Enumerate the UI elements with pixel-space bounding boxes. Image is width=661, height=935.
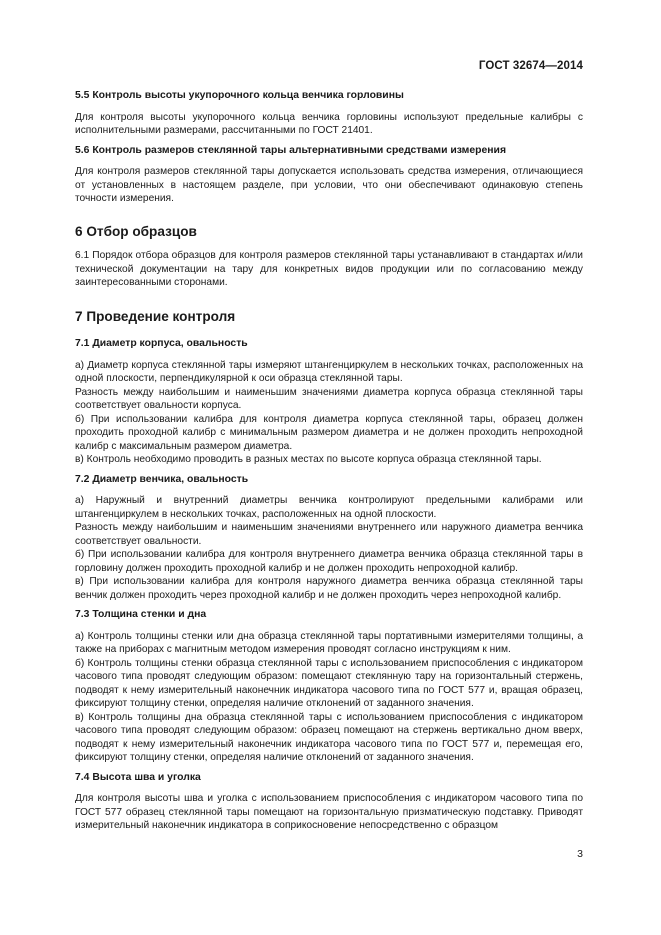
paragraph: Для контроля высоты укупорочного кольца венчика горловины используют предельные калибры с исполнительными размерами, рассчитанными по ГОСТ 21401.	[75, 111, 583, 136]
chapter-heading-6: 6 Отбор образцов	[75, 223, 197, 239]
paragraph: в) При использовании калибра для контроля наружного диаметра венчика образца стеклянной тары венчик должен проходить через проходной калибр и не должен проходить через непроходной калибр.	[75, 576, 583, 601]
section-heading-7-2: 7.2 Диаметр венчика, овальность	[75, 473, 249, 485]
paragraph: а) Наружный и внутренний диаметры венчика контролируют предельными калибрами или штангенциркулем в нескольких точках, расположенных на одной плоскости.	[75, 495, 583, 520]
paragraph: б) Контроль толщины стенки образца стеклянной тары с использованием приспособления с индикатором часового типа проводят следующим образом: помещают стеклянную тару на горизонтальный стержень, подводят к нему измерительный наконечник индикатора часового типа по ГОСТ 577 и, вращая образец, фиксируют толщину стенки, определяя наличие отклонений от заданного значения.	[75, 657, 583, 709]
section-heading-7-3: 7.3 Толщина стенки и дна	[75, 609, 207, 620]
paragraph: Разность между наибольшим и наименьшим значениями диаметра корпуса образца стеклянной тары соответствует овальности корпуса.	[75, 386, 583, 411]
document-body	[75, 86, 583, 833]
paragraph: а) Контроль толщины стенки или дна образца стеклянной тары портативными измерителями толщины, а также на приборах с магнитным методом измерения проводят согласно инструкциям к ним.	[75, 630, 583, 655]
paragraph: в) Контроль толщины дна образца стеклянной тары с использованием приспособления с индикатором часового типа проводят следующим образом: образец помещают на стержень вертикально дном вверх, подводят к нему измерительный наконечник индикатора часового типа по ГОСТ 577 и, перемещая его, фиксируют толщину стенки, определяя наличие отклонений от заданного значения.	[75, 711, 583, 763]
chapter-heading-7: 7 Проведение контроля	[75, 308, 236, 324]
paragraph: Для контроля высоты шва и уголка с использованием приспособления с индикатором часового типа по ГОСТ 577 образец стеклянной тары помещают на горизонтальную призматическую подставку. Приводят измерительный наконечник индикатора в соприкосновение непосредственно с образцом	[75, 793, 583, 831]
paragraph: Разность между наибольшим и наименьшим значениями внутреннего или наружного диаметра венчика соответствует овальности.	[75, 522, 583, 547]
section-heading-7-4: 7.4 Высота шва и уголка	[75, 771, 201, 783]
paragraph: 6.1 Порядок отбора образцов для контроля размеров стеклянной тары устанавливают в стандартах и/или технической документации на тару для конкретных видов продукции или по согласованию между заинтересованными сторонами.	[75, 250, 583, 288]
section-heading-7-1: 7.1 Диаметр корпуса, овальность	[75, 338, 248, 349]
section-heading-5-6: 5.6 Контроль размеров стеклянной тары альтернативными средствами измерения	[75, 144, 507, 156]
paragraph: б) При использовании калибра для контроля внутреннего диаметра венчика образца стеклянной тары в горловину должен проходить проходной калибр и не должен проходить непроходной калибр.	[75, 549, 583, 574]
paragraph: в) Контроль необходимо проводить в разных местах по высоте корпуса образца стеклянной тары.	[75, 454, 542, 465]
paragraph: Для контроля размеров стеклянной тары допускается использовать средства измерения, отличающиеся от установленных в настоящем разделе, при условии, что они обеспечивают одинаковую степень точности измерения.	[75, 166, 583, 204]
section-heading-5-5: 5.5 Контроль высоты укупорочного кольца венчика горловины	[75, 90, 404, 101]
page-number: 3	[577, 848, 583, 860]
paragraph: б) При использовании калибра для контроля диаметра корпуса стеклянной тары, образец должен проходить проходной калибр с минимальным размером диаметра и не должен проходить непроходной калибр с максимальным размером диаметра.	[75, 413, 583, 452]
document-id: ГОСТ 32674—2014	[478, 60, 583, 72]
paragraph: а) Диаметр корпуса стеклянной тары измеряют штангенциркулем в нескольких точках, расположенных на одной плоскости, перпендикулярной к оси образца стеклянной тары.	[75, 359, 583, 384]
